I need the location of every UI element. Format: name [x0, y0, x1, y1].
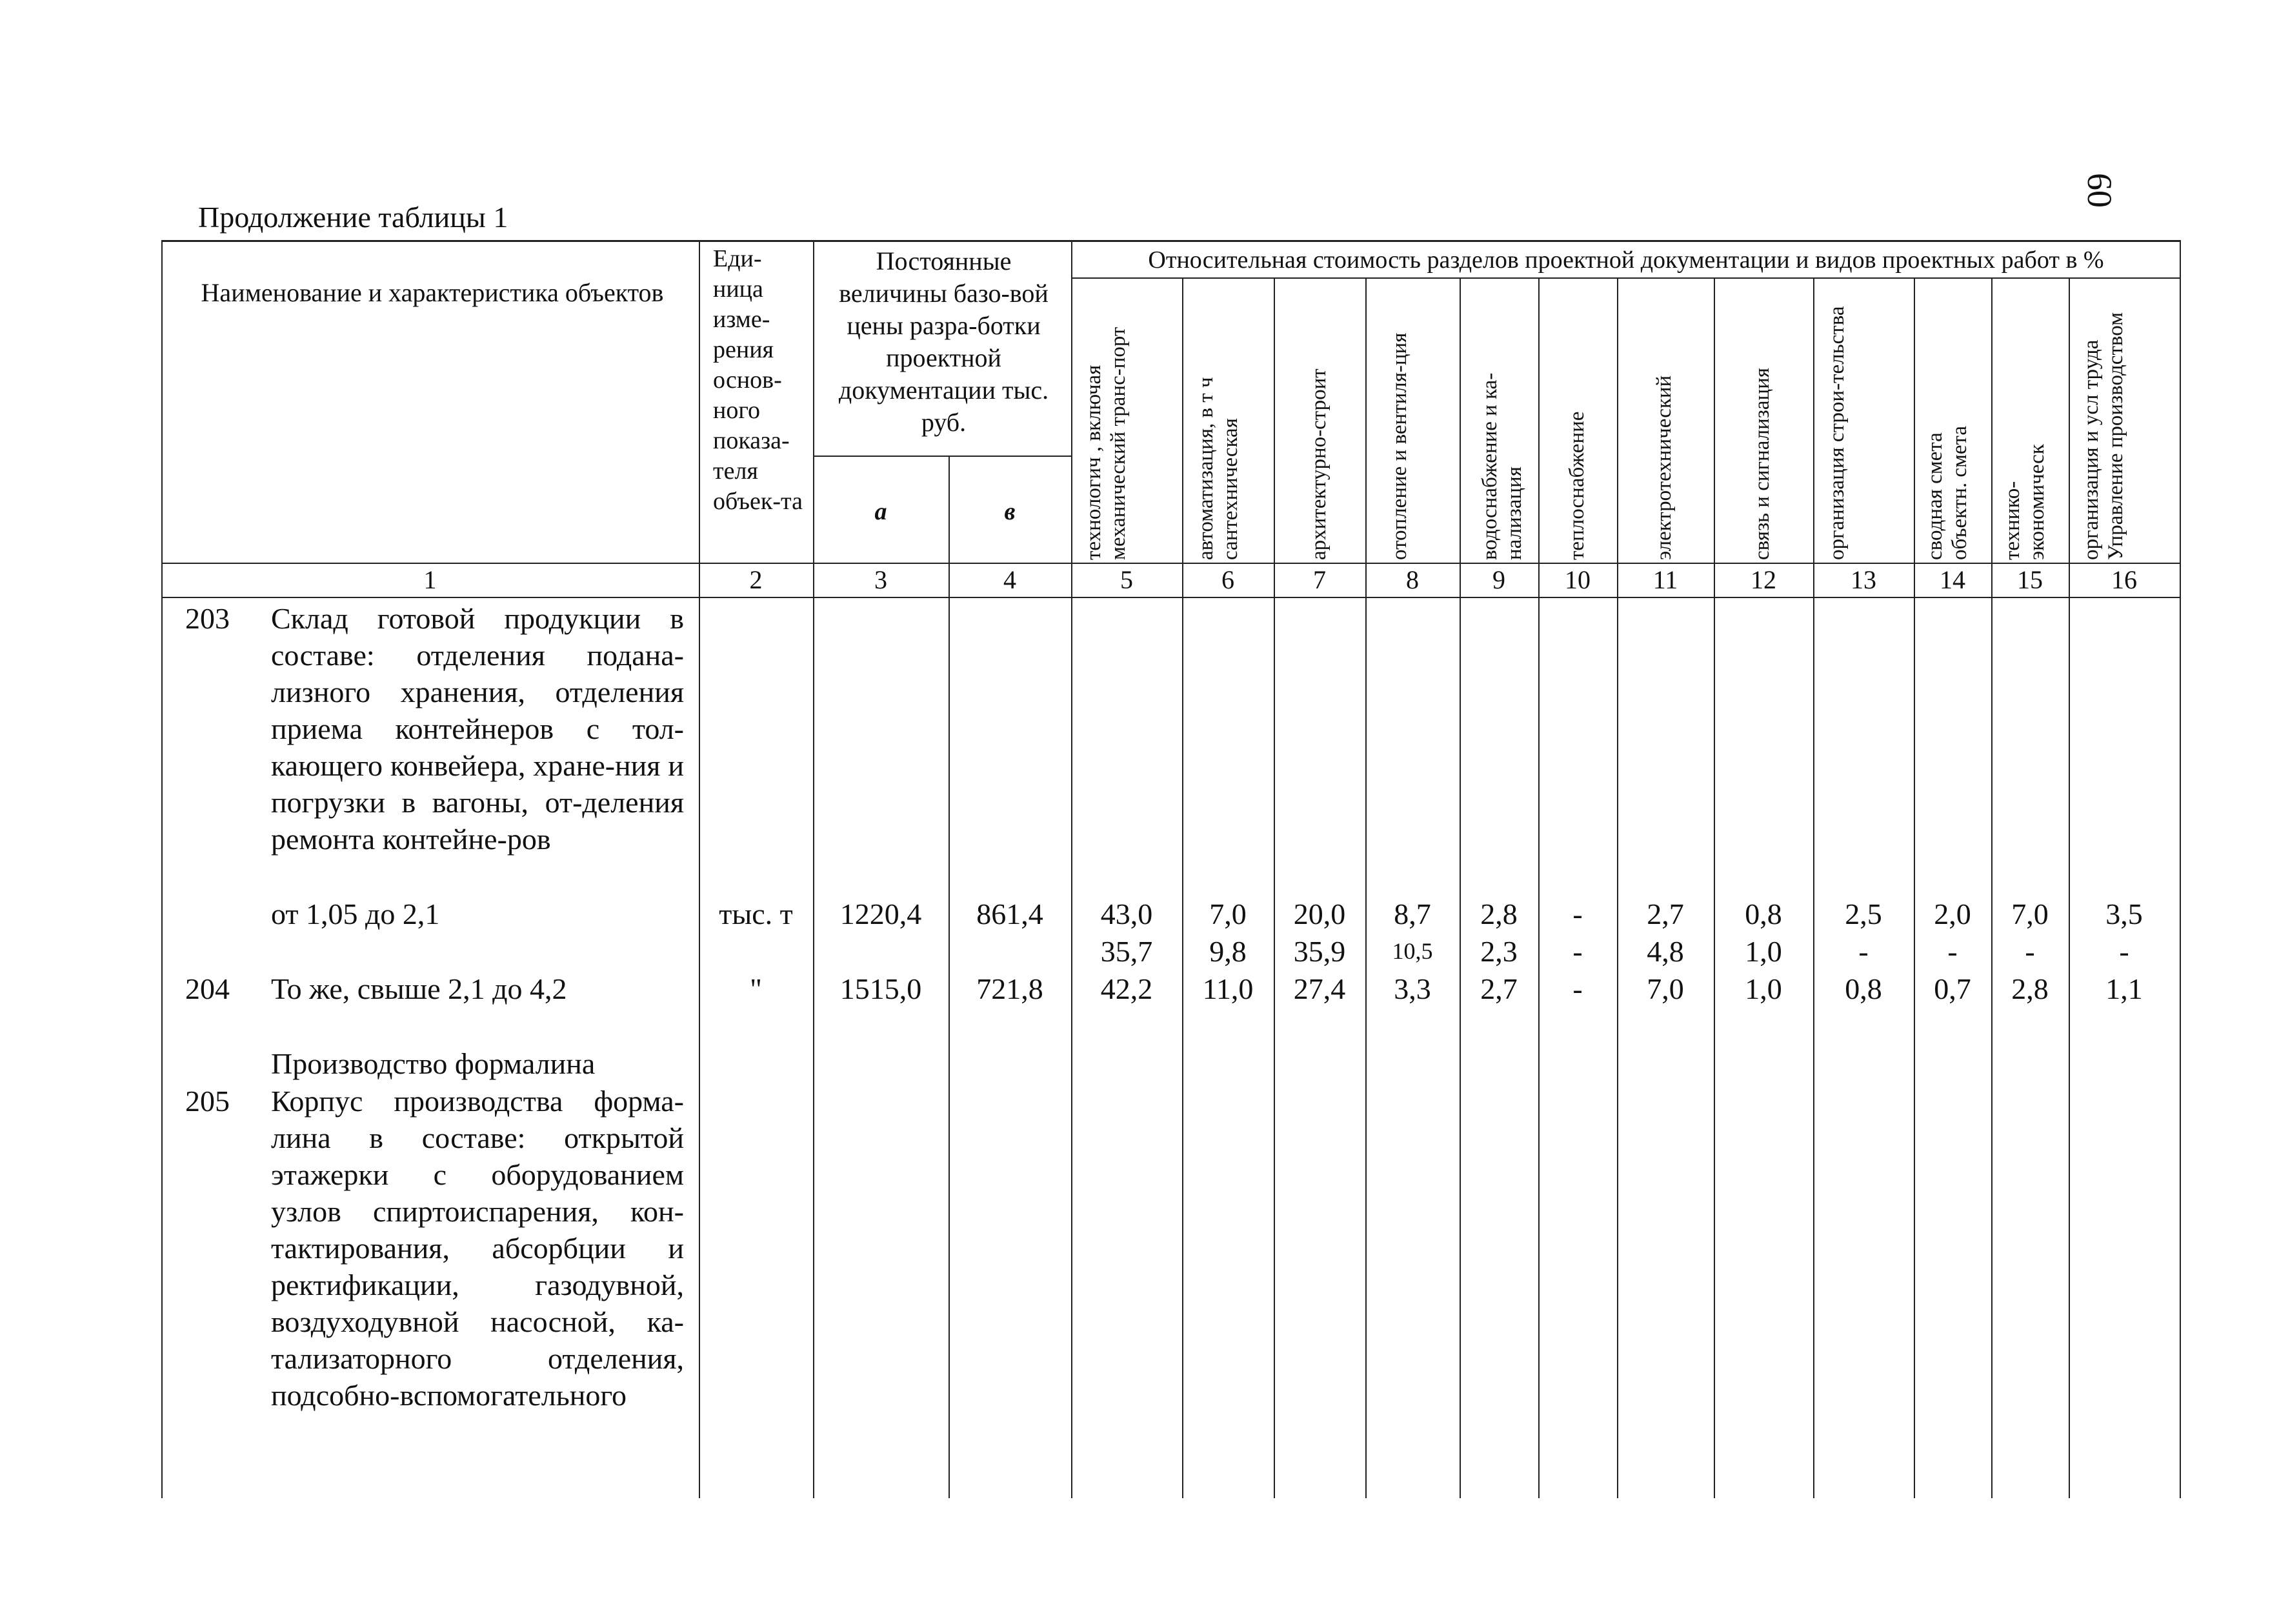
header-vcol-10: теплоснабжение [1565, 411, 1589, 560]
colnum-11: 11 [1652, 565, 1678, 594]
header-vcol-8: отопление и вентиля-ция [1388, 332, 1411, 560]
row-204-unit: " [750, 972, 762, 1005]
header-vcol-11: электротехнический [1652, 375, 1676, 560]
colnum-10: 10 [1565, 565, 1591, 594]
row-203-range: от 1,05 до 2,1 [271, 897, 440, 930]
colnum-14: 14 [1940, 565, 1965, 594]
header-vcol-12: связь и сигнализация [1751, 368, 1774, 560]
row-203-v6: 7,0 [1209, 897, 1247, 930]
row-203-w7: 35,9 [1293, 935, 1346, 968]
row-203-number: 203 [185, 602, 230, 635]
header-vcol-15: технико-экономическ [2001, 444, 2049, 560]
colnum-8: 8 [1406, 565, 1419, 594]
row-203-w12: 1,0 [1745, 935, 1782, 968]
colnum-3: 3 [874, 565, 887, 594]
row-203-w6: 9,8 [1209, 935, 1247, 968]
colnum-4: 4 [1003, 565, 1016, 594]
row-203-v10: - [1572, 897, 1583, 930]
row-203-w15: - [2025, 935, 2035, 968]
row-204-v5: 42,2 [1100, 972, 1153, 1005]
colnum-16: 16 [2111, 565, 2137, 594]
row-203-v9: 2,8 [1480, 897, 1518, 930]
row-203-v15: 7,0 [2011, 897, 2049, 930]
header-vcol-7: архитектурно-строит [1307, 368, 1330, 560]
header-col-a: а [874, 498, 887, 525]
row-204-v13: 0,8 [1845, 972, 1882, 1005]
row-204-number: 204 [185, 972, 230, 1005]
colnum-12: 12 [1751, 565, 1776, 594]
row-203-w11: 4,8 [1647, 935, 1684, 968]
row-203-v13: 2,5 [1845, 897, 1882, 930]
header-constants: Постоянные величины базо-вой цены разра-ботки проектной документации тыс. руб. [838, 246, 1049, 437]
row-203-v8: 8,7 [1394, 897, 1431, 930]
section-heading: Производство формалина [271, 1047, 596, 1080]
row-204-b: 721,8 [976, 972, 1043, 1005]
row-204-a: 1515,0 [839, 972, 922, 1005]
header-vcol-16: организация и усл труда Управление производством [2080, 312, 2127, 560]
colnum-6: 6 [1221, 565, 1234, 594]
row-204-description: То же, свыше 2,1 до 4,2 [271, 972, 567, 1005]
row-203-w8: 10,5 [1392, 938, 1433, 964]
row-203-v7: 20,0 [1293, 897, 1346, 930]
row-203-v12: 0,8 [1745, 897, 1782, 930]
row-203-w10: - [1572, 935, 1583, 968]
header-unit: Еди-ница изме-рения основ-ного показа-теля объек-та [713, 245, 803, 515]
row-204-v8: 3,3 [1394, 972, 1431, 1005]
row-203-v14: 2,0 [1934, 897, 1971, 930]
row-203-w5: 35,7 [1100, 935, 1153, 968]
row-203-v11: 2,7 [1647, 897, 1684, 930]
row-204-v14: 0,7 [1934, 972, 1971, 1005]
row-204-v12: 1,0 [1745, 972, 1782, 1005]
row-205-number: 205 [185, 1085, 230, 1118]
row-203-v16: 3,5 [2105, 897, 2143, 930]
colnum-13: 13 [1851, 565, 1876, 594]
row-203-v5: 43,0 [1100, 897, 1153, 930]
colnum-7: 7 [1313, 565, 1326, 594]
colnum-2: 2 [749, 565, 763, 594]
row-203-w9: 2,3 [1480, 935, 1518, 968]
header-name-objects: Наименование и характеристика объектов [201, 278, 664, 307]
header-relative-cost: Относительная стоимость разделов проектной документации и видов проектных работ в % [1148, 246, 2104, 274]
table-caption: Продолжение таблицы 1 [198, 201, 508, 234]
row-203-w14: - [1947, 935, 1958, 968]
header-vcol-5: технологич , включая механический транс-порт [1082, 326, 1130, 560]
header-vcol-9: водоснабжение и ка-нализация [1478, 372, 1526, 560]
row-204-v7: 27,4 [1293, 972, 1346, 1005]
row-203-description: Склад готовой продукции в составе: отделения подана-лизного хранения, отделения приема контейнеров с тол-кающего конвейера, хране-ния и погрузки в вагоны, от-деления ремонта контейне-ров [271, 602, 684, 856]
colnum-1: 1 [423, 565, 437, 594]
header-vcol-13: организация строи-тельства [1825, 306, 1849, 560]
row-203-unit: тыс. т [719, 897, 793, 930]
page-number: 60 [2080, 173, 2119, 208]
colnum-15: 15 [2017, 565, 2043, 594]
row-203-w16: - [2119, 935, 2129, 968]
row-205-description: Корпус производства форма-лина в составе: открытой этажерки с оборудованием узлов спиртоиспарения, кон-тактирования, абсорбции и ректификации, газодувной, воздуходувной насосной, ка-тализаторного отделения, подсобно-вспомогательного [271, 1085, 684, 1412]
row-203-a: 1220,4 [839, 897, 922, 930]
row-203-b: 861,4 [976, 897, 1043, 930]
row-204-v6: 11,0 [1202, 972, 1254, 1005]
row-204-v16: 1,1 [2105, 972, 2143, 1005]
colnum-5: 5 [1120, 565, 1133, 594]
header-vcol-6: автоматизация, в т ч сантехническая [1194, 377, 1242, 560]
row-204-v9: 2,7 [1480, 972, 1518, 1005]
header-col-b: в [1004, 498, 1016, 525]
row-204-v11: 7,0 [1647, 972, 1684, 1005]
row-204-v10: - [1572, 972, 1583, 1005]
colnum-9: 9 [1492, 565, 1505, 594]
row-203-w13: - [1858, 935, 1869, 968]
header-vcol-14: сводная смета объектн. смета [1923, 425, 1971, 560]
row-204-v15: 2,8 [2011, 972, 2049, 1005]
